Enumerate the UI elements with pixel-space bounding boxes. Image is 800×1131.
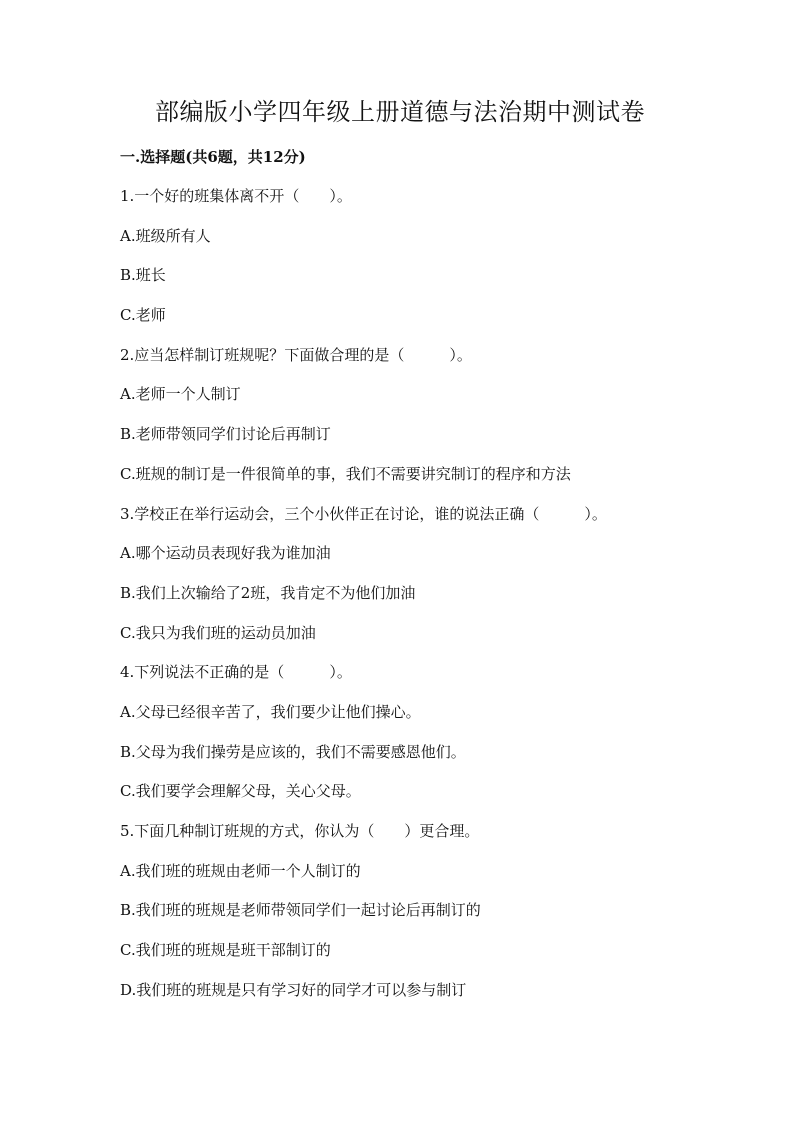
question-stem: 3.学校正在举行运动会，三个小伙伴正在讨论，谁的说法正确（ ）。 [120,504,607,523]
answer-option: B.班长 [120,266,166,285]
answer-option: A.班级所有人 [120,226,211,245]
answer-option: C.我们要学会理解父母，关心父母。 [120,782,361,801]
question-stem: 1.一个好的班集体离不开（ ）。 [120,187,352,205]
answer-option: A.哪个运动员表现好我为谁加油 [120,544,331,563]
answer-option: B.老师带领同学们讨论后再制订 [120,425,331,444]
question-stem: 2.应当怎样制订班规呢？下面做合理的是（ ）。 [120,345,472,364]
answer-option: B.我们上次输给了2班，我肯定不为他们加油 [120,583,416,602]
page-title: 部编版小学四年级上册道德与法治期中测试卷 [155,98,645,126]
answer-option: B.父母为我们操劳是应该的，我们不需要感恩他们。 [120,742,466,761]
answer-option: A.父母已经很辛苦了，我们要少让他们操心。 [120,702,421,721]
question-stem: 4.下列说法不正确的是（ ）。 [120,663,352,682]
answer-option: A.老师一个人制订 [120,385,241,404]
answer-option: C.班规的制订是一件很简单的事，我们不需要讲究制订的程序和方法 [120,464,571,483]
answer-option: A.我们班的班规由老师一个人制订的 [120,861,361,880]
answer-option: C.我们班的班规是班干部制订的 [120,941,331,960]
question-stem: 5.下面几种制订班规的方式，你认为（ ）更合理。 [120,822,480,840]
question-list [120,183,720,1016]
answer-option: D.我们班的班规是只有学习好的同学才可以参与制订 [120,980,467,999]
answer-option: C.老师 [120,306,166,325]
answer-option: B.我们班的班规是老师带领同学们一起讨论后再制订的 [120,901,481,920]
section-heading: 一.选择题(共6题，共12分) [120,148,306,166]
answer-option: C.我只为我们班的运动员加油 [120,623,316,642]
